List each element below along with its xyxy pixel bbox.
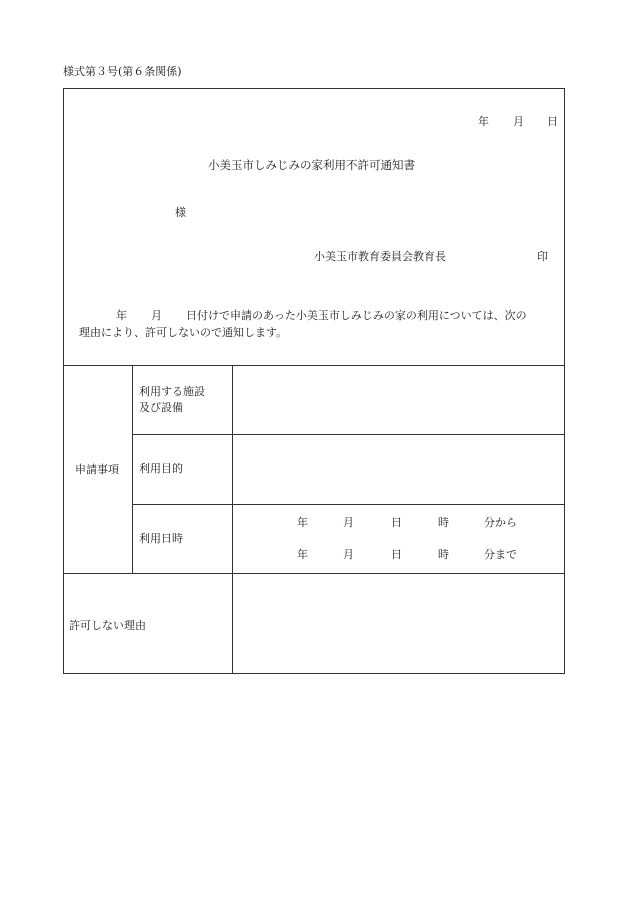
notice-line-2: 理由により、許可しないので通知します。 — [79, 326, 288, 339]
facility-label-line-1: 利用する施設 — [139, 385, 205, 398]
to-day-label: 日 — [391, 548, 402, 561]
divider-row-1 — [132, 434, 565, 435]
seal-mark: 印 — [537, 250, 548, 263]
facility-label-line-2: 及び設備 — [139, 401, 183, 414]
divider-reason — [63, 573, 565, 574]
reason-label: 許可しない理由 — [69, 619, 146, 632]
datetime-label: 利用日時 — [139, 532, 183, 545]
from-month-label: 月 — [343, 516, 354, 529]
addressee-suffix: 様 — [175, 206, 186, 219]
notice-year-label: 年 — [116, 309, 127, 322]
notice-month-label: 月 — [151, 309, 162, 322]
document-title: 小美玉市しみじみの家利用不許可通知書 — [208, 158, 415, 172]
date-day-label: 日 — [547, 115, 558, 128]
purpose-label: 利用目的 — [139, 462, 183, 475]
form-number: 様式第３号(第６条関係) — [63, 65, 182, 78]
from-year-label: 年 — [297, 516, 308, 529]
form-frame — [63, 88, 565, 674]
divider-notice-table — [63, 365, 565, 366]
date-year-label: 年 — [478, 115, 489, 128]
from-hour-label: 時 — [438, 516, 449, 529]
divider-value-column — [232, 365, 233, 674]
notice-line-1: 日付けで申請のあった小美玉市しみじみの家の利用については、次の — [186, 309, 527, 322]
divider-row-2 — [132, 504, 565, 505]
from-minute-label: 分から — [484, 516, 517, 529]
divider-section-column — [132, 365, 133, 573]
to-minute-label: 分まで — [484, 548, 517, 561]
to-hour-label: 時 — [438, 548, 449, 561]
from-day-label: 日 — [391, 516, 402, 529]
to-month-label: 月 — [343, 548, 354, 561]
section-label: 申請事項 — [75, 463, 119, 476]
to-year-label: 年 — [297, 548, 308, 561]
date-month-label: 月 — [513, 115, 524, 128]
issuer-name: 小美玉市教育委員会教育長 — [314, 250, 446, 263]
